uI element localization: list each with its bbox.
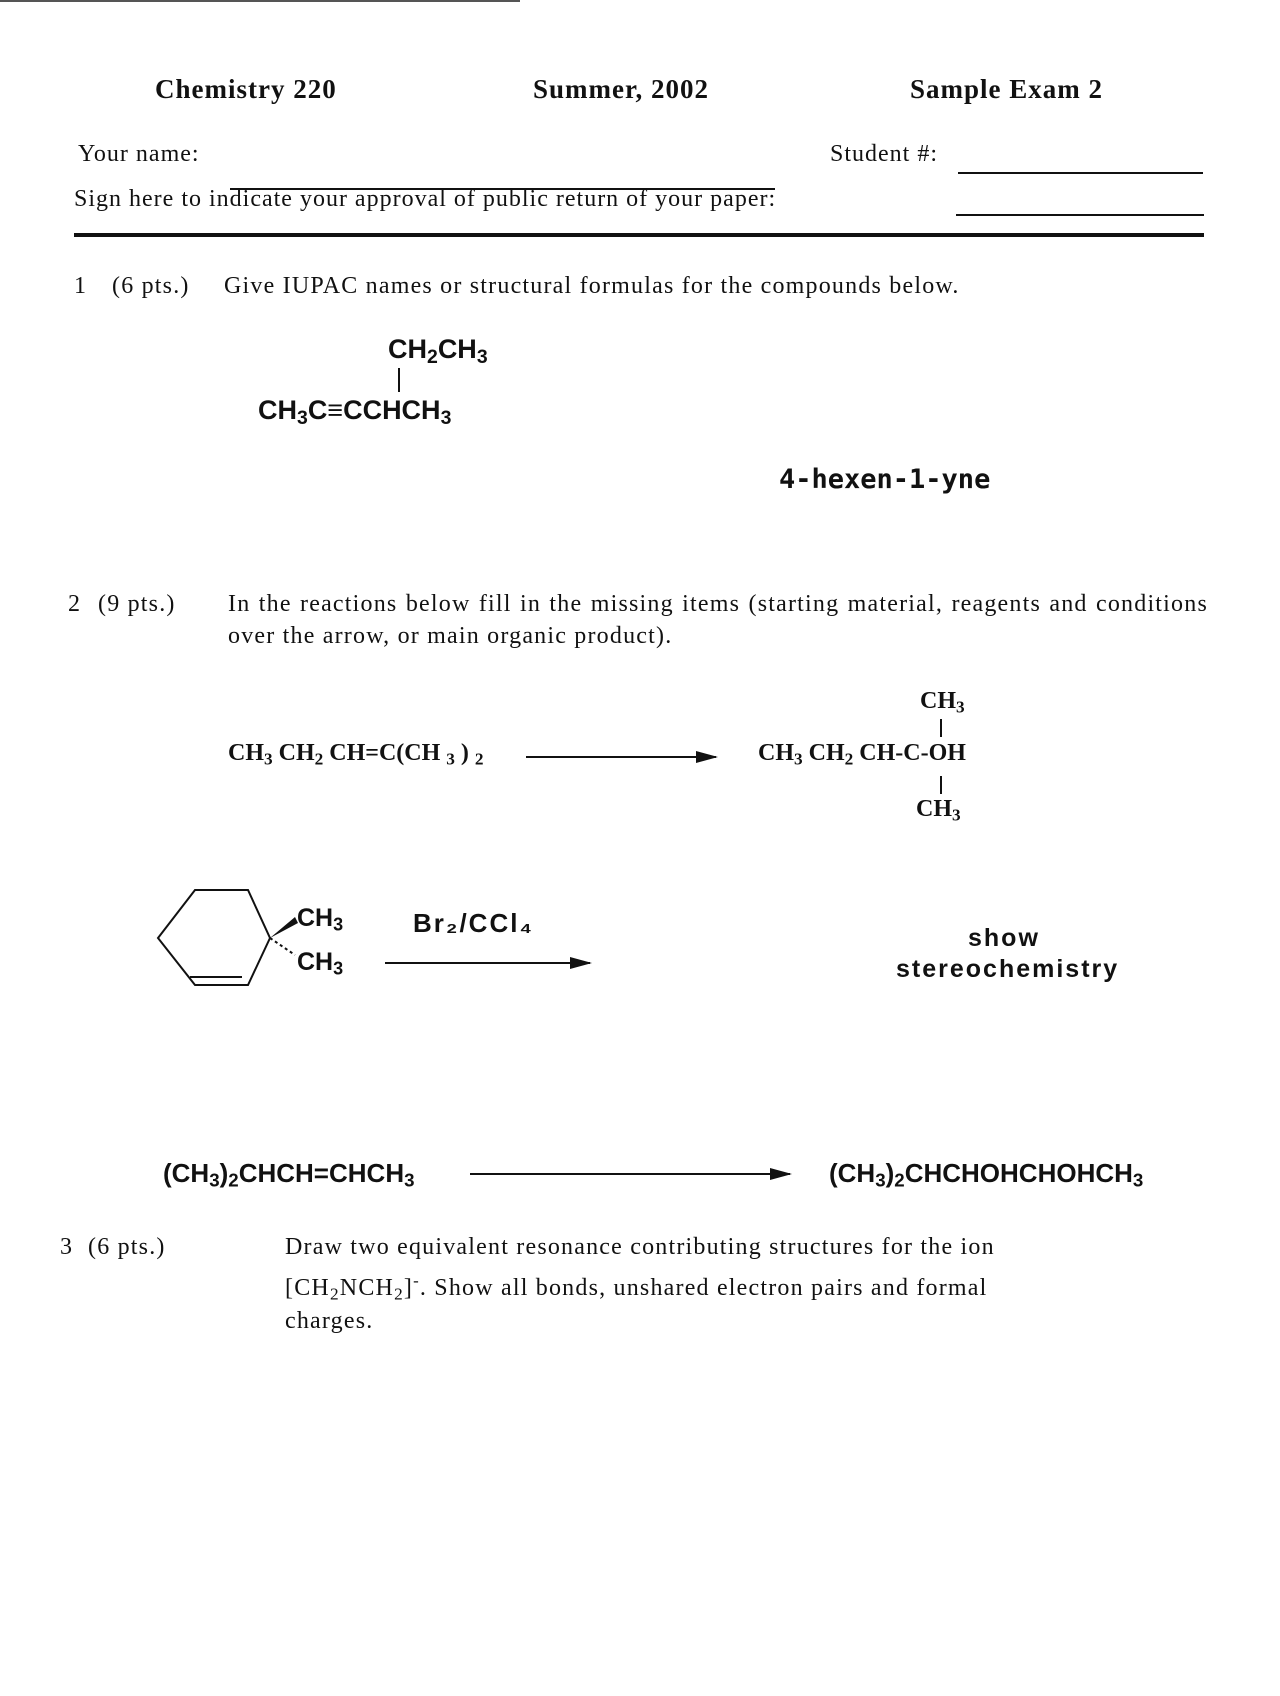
q3-prompt-line2-rest: . Show all bonds, unshared electron pairs and formal <box>419 1275 988 1301</box>
q1-number: 1 <box>74 273 88 299</box>
q2-points: (9 pts.) <box>98 591 176 617</box>
q3-prompt-line2 <box>285 1272 988 1304</box>
rxn1-reactant: $CH_3$ $CH_2$ CH=C(CH $_3$ ) $_2$ <box>228 740 484 769</box>
student-number-field[interactable] <box>958 172 1203 174</box>
exam-title: Sample Exam 2 <box>910 74 1104 104</box>
rxn1-product-main: $CH_3$ $CH_2$ CH-C-OH <box>758 740 966 769</box>
rxn1-product-bottom: $CH_3$ <box>916 796 961 825</box>
q3-prompt-line1: Draw two equivalent resonance contributing structures for the ion <box>285 1234 995 1260</box>
sign-label: Sign here to indicate your approval of public return of your paper: <box>74 186 777 212</box>
q2-number: 2 <box>68 591 82 617</box>
rxn3-reactant: $(CH_3)_2CHCH=CHCH_3$ <box>163 1158 415 1191</box>
q1-prompt: Give IUPAC names or structural formulas for the compounds below. <box>224 273 960 299</box>
q3-prompt-line3: charges. <box>285 1308 374 1334</box>
rxn3-product: $(CH_3)_2CHCHOHCHOHCH_3$ <box>829 1158 1144 1191</box>
rxn1-product-bond-top <box>940 719 942 737</box>
q1-structure-branch: $CH_2CH_3$ <box>388 334 488 368</box>
q1-structure-bond <box>398 368 400 392</box>
rxn3-arrow <box>470 1173 790 1175</box>
rxn2-arrow <box>385 962 590 964</box>
scan-artifact <box>0 0 520 2</box>
header-divider <box>74 233 1204 237</box>
q3-points: (6 pts.) <box>88 1234 166 1260</box>
q1-answer-name: 4-hexen-1-yne <box>779 464 991 495</box>
show-label: show <box>968 924 1040 952</box>
signature-field[interactable] <box>956 214 1204 216</box>
q2-prompt: In the reactions below fill in the missing items (starting material, reagents and conditions over the arrow, or main organic product). <box>228 591 1208 649</box>
cyclohexene-structure <box>150 885 310 995</box>
name-label: Your name: <box>78 141 200 167</box>
student-number-label: Student #: <box>830 141 939 167</box>
term: Summer, 2002 <box>533 74 710 104</box>
rxn2-reagent: Br₂/CCl₄ <box>413 908 534 938</box>
course-title: Chemistry 220 <box>155 74 337 104</box>
rxn1-product-top: $CH_3$ <box>920 688 965 717</box>
q1-structure-main: $CH_3C\equiv CCHCH_3$ <box>258 395 452 429</box>
q3-ion-formula: $[CH_2NCH_2]^-$ <box>285 1271 420 1304</box>
methyl-wedge-label: $CH_3$ <box>297 904 344 935</box>
rxn1-arrow <box>526 756 716 758</box>
methyl-dash-label: $CH_3$ <box>297 948 344 979</box>
rxn1-product-bond-bottom <box>940 776 942 794</box>
q3-number: 3 <box>60 1234 74 1260</box>
q1-points: (6 pts.) <box>112 273 190 299</box>
stereochemistry-label: stereochemistry <box>896 955 1120 983</box>
